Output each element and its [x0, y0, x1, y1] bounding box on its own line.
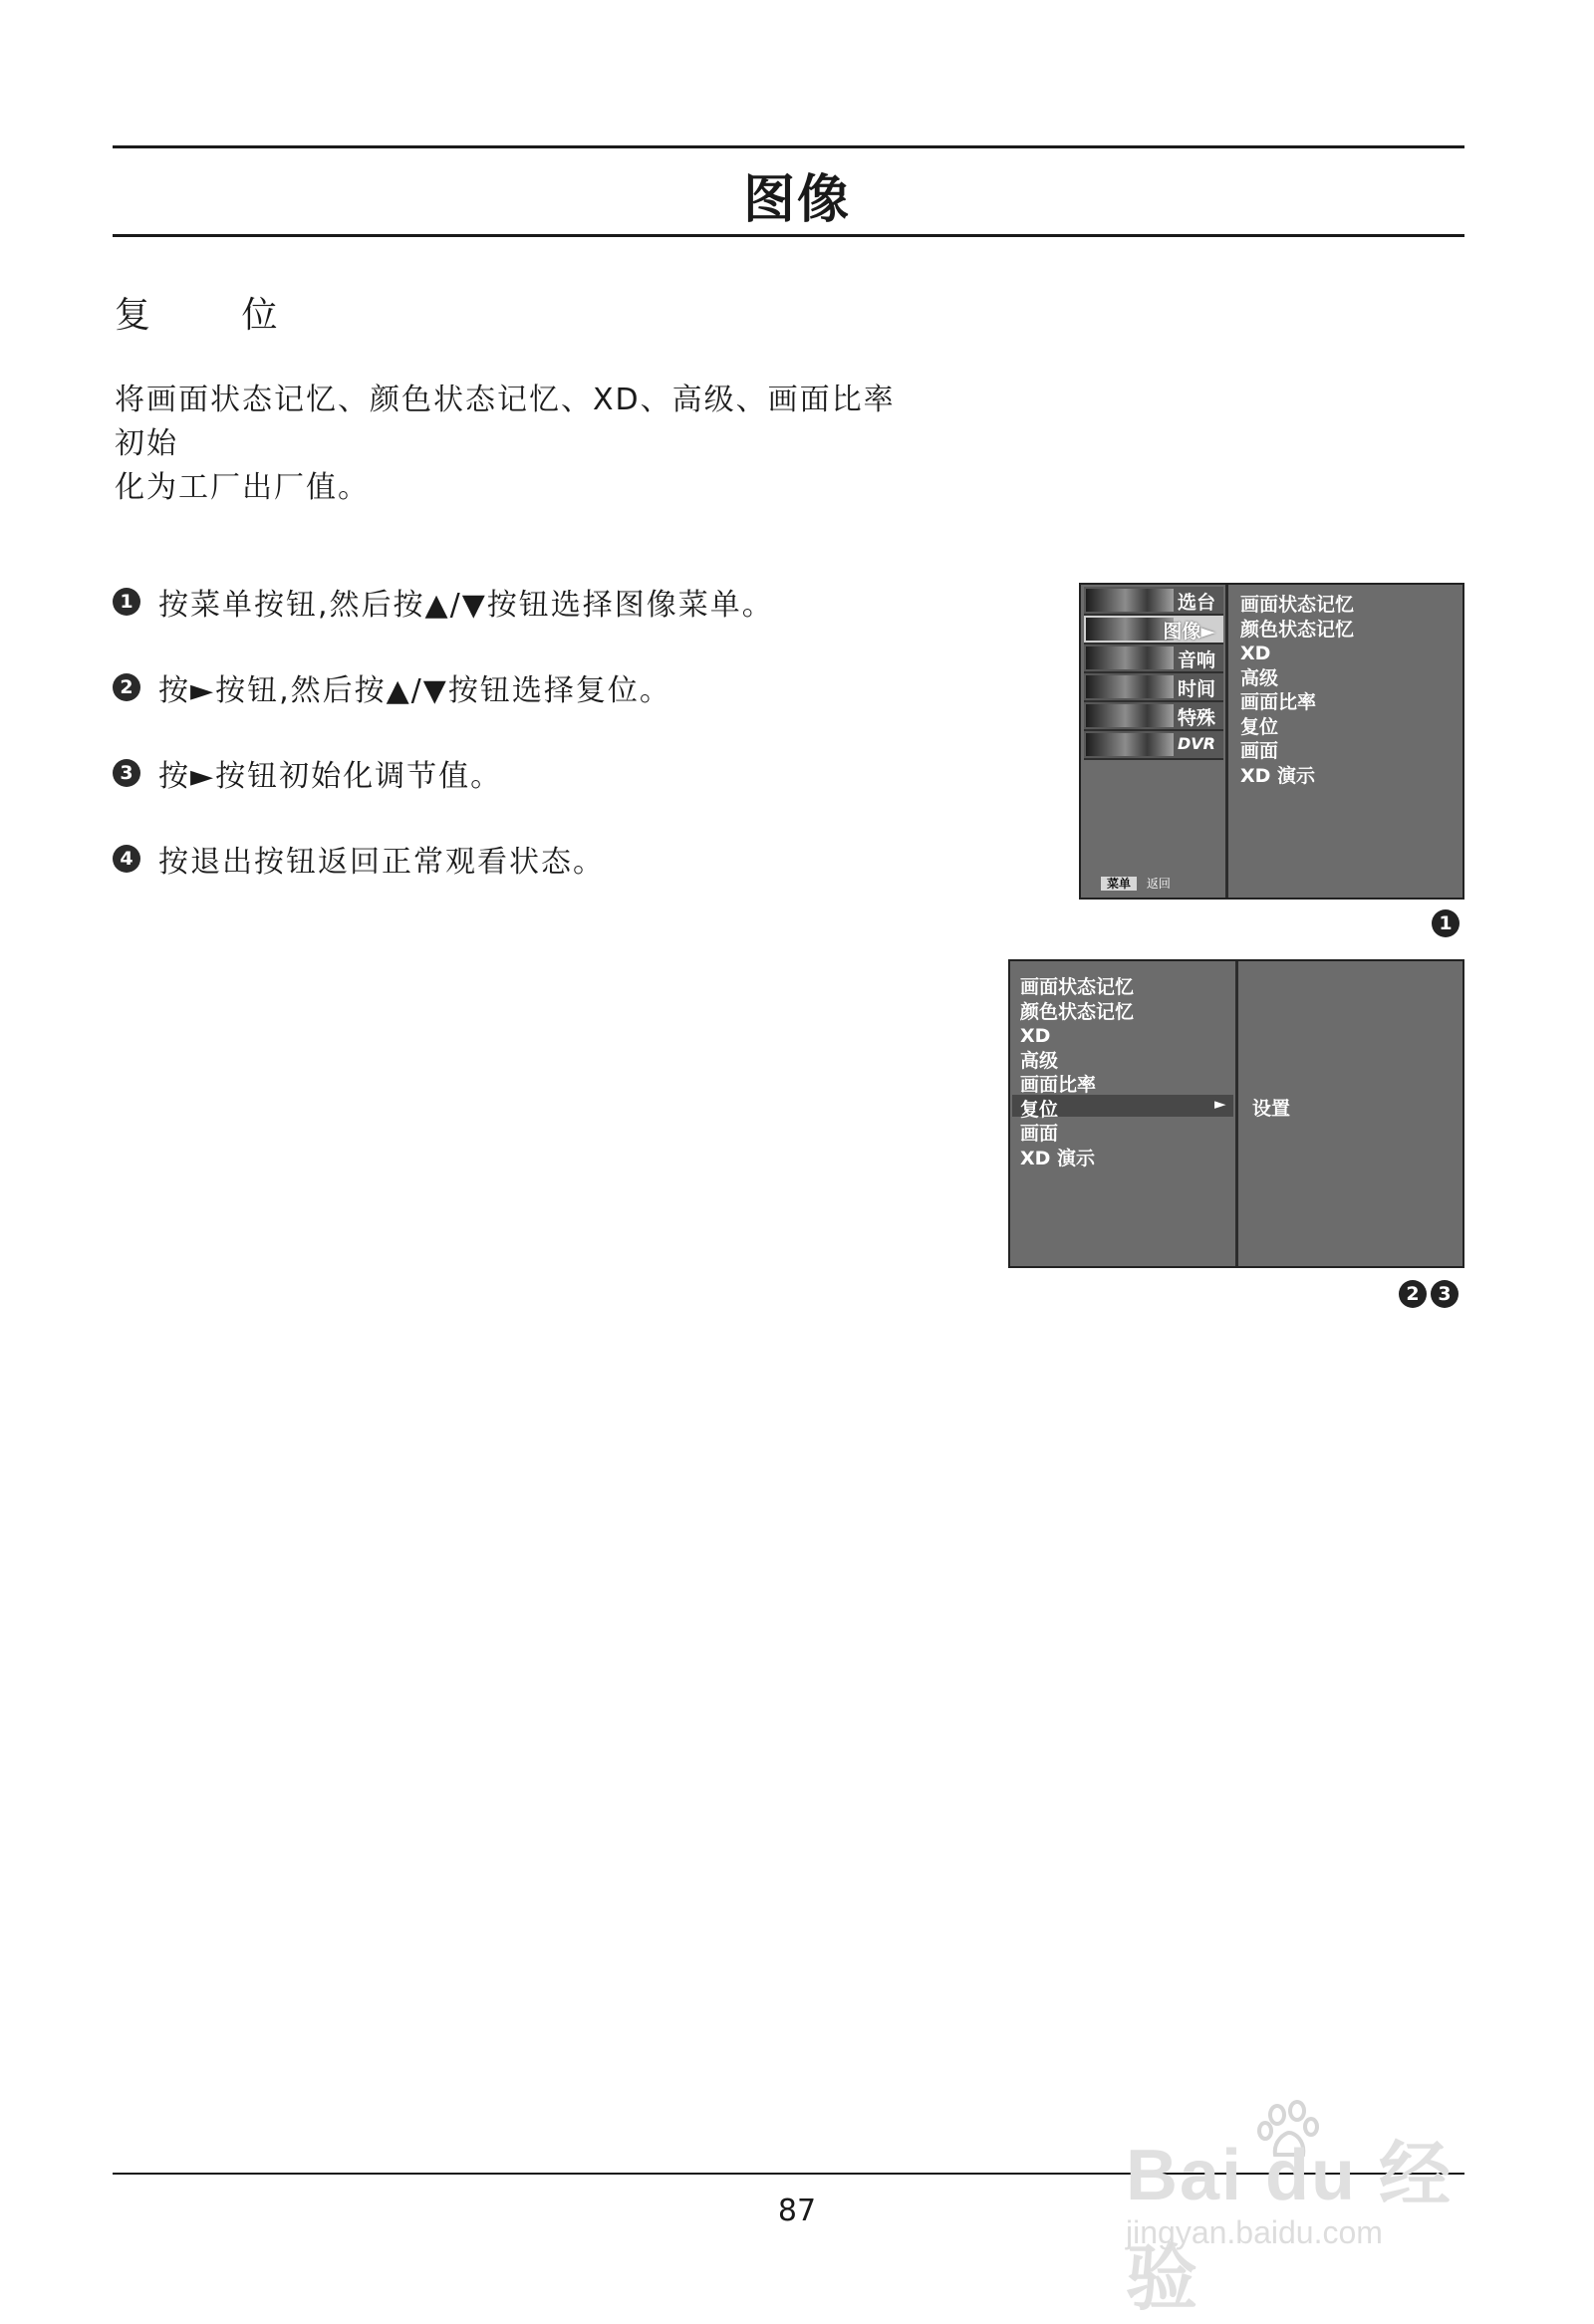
description-line-2: 化为工厂出厂值。: [115, 470, 370, 505]
menu-item-reset[interactable]: 复位: [1020, 1098, 1059, 1121]
figure-badges-2-3: [1399, 1280, 1459, 1308]
tab-thumbnail-icon: [1086, 646, 1174, 669]
submenu-item[interactable]: 颜色状态记忆: [1240, 618, 1355, 641]
submenu-item[interactable]: 画面比率: [1240, 691, 1317, 713]
step-number-icon: 4: [113, 845, 140, 873]
osd-tab-sound[interactable]: [1084, 645, 1223, 673]
setting-option[interactable]: 设置: [1252, 1098, 1291, 1120]
osd-footer: [1101, 875, 1171, 892]
tab-thumbnail-icon: [1086, 704, 1174, 727]
description: [115, 379, 912, 510]
osd-main-menu: [1079, 583, 1464, 900]
osd-tab-dvr[interactable]: [1084, 731, 1223, 760]
step-1: [113, 580, 774, 624]
tab-thumbnail-icon: [1086, 675, 1174, 698]
step-number-icon: 2: [113, 673, 140, 701]
watermark-brand: Bai du 经验: [1126, 2136, 1454, 2319]
osd-picture-submenu: [1240, 593, 1354, 788]
osd-picture-list: [1020, 975, 1229, 1170]
menu-item[interactable]: XD: [1020, 1025, 1051, 1047]
step-3: [113, 751, 502, 795]
page-number: 87: [777, 2194, 817, 2228]
osd-tab-channel[interactable]: [1084, 587, 1223, 616]
tab-label: 图像►: [1163, 621, 1215, 643]
osd-tab-time[interactable]: [1084, 673, 1223, 702]
menu-item[interactable]: XD 演示: [1020, 1147, 1096, 1169]
submenu-item[interactable]: 高级: [1240, 666, 1279, 689]
figure-badge-1: [1432, 909, 1460, 937]
osd-tab-picture[interactable]: [1084, 616, 1223, 645]
submenu-item[interactable]: 复位: [1240, 715, 1279, 738]
tab-label: 特殊: [1177, 707, 1215, 729]
step-number-icon: 3: [1431, 1280, 1459, 1308]
tab-thumbnail-icon: [1086, 618, 1174, 641]
menu-item[interactable]: 画面比率: [1020, 1074, 1097, 1096]
submenu-item[interactable]: XD 演示: [1240, 764, 1316, 787]
tab-label: 选台: [1177, 592, 1215, 614]
section-heading: 复 位: [115, 295, 318, 336]
submenu-item[interactable]: 画面: [1240, 740, 1279, 762]
step-2: [113, 665, 671, 709]
step-text: 按►按钮初始化调节值。: [158, 759, 503, 794]
menu-item[interactable]: 颜色状态记忆: [1020, 1000, 1135, 1023]
title-rule: [113, 234, 1464, 237]
right-arrow-icon: ►: [1214, 1095, 1226, 1113]
osd-reset-menu: [1008, 959, 1464, 1268]
baidu-watermark: [1126, 2097, 1504, 2319]
step-4: [113, 837, 605, 881]
osd-tab-special[interactable]: [1084, 702, 1223, 731]
menu-item[interactable]: 画面状态记忆: [1020, 976, 1135, 998]
osd-menu-tabs: [1081, 585, 1228, 898]
submenu-item[interactable]: 画面状态记忆: [1240, 594, 1355, 616]
menu-item[interactable]: 画面: [1020, 1123, 1059, 1145]
osd-divider: [1235, 961, 1238, 1266]
tab-thumbnail-icon: [1086, 733, 1174, 756]
return-text: 返回: [1146, 877, 1171, 891]
tab-label: DVR: [1178, 734, 1215, 753]
step-text: 按菜单按钮,然后按▲/▼按钮选择图像菜单。: [158, 588, 774, 623]
step-number-icon: 1: [113, 588, 140, 616]
step-text: 按►按钮,然后按▲/▼按钮选择复位。: [158, 673, 671, 708]
step-number-icon: 1: [1432, 909, 1460, 937]
menu-item[interactable]: 高级: [1020, 1049, 1059, 1072]
tab-label: 音响: [1177, 649, 1215, 671]
page-title: 图像: [742, 170, 851, 230]
tab-label: 时间: [1177, 678, 1215, 700]
submenu-item[interactable]: XD: [1240, 643, 1271, 664]
description-line-1: 将画面状态记忆、颜色状态记忆、XD、高级、画面比率初始: [115, 383, 896, 461]
watermark-url: jingyan.baidu.com: [1126, 2214, 1383, 2250]
menu-key: 菜单: [1101, 877, 1137, 891]
tab-thumbnail-icon: [1086, 589, 1174, 612]
step-text: 按退出按钮返回正常观看状态。: [158, 845, 605, 880]
step-number-icon: 3: [113, 759, 140, 787]
top-rule: [113, 145, 1464, 148]
step-number-icon: 2: [1399, 1280, 1427, 1308]
